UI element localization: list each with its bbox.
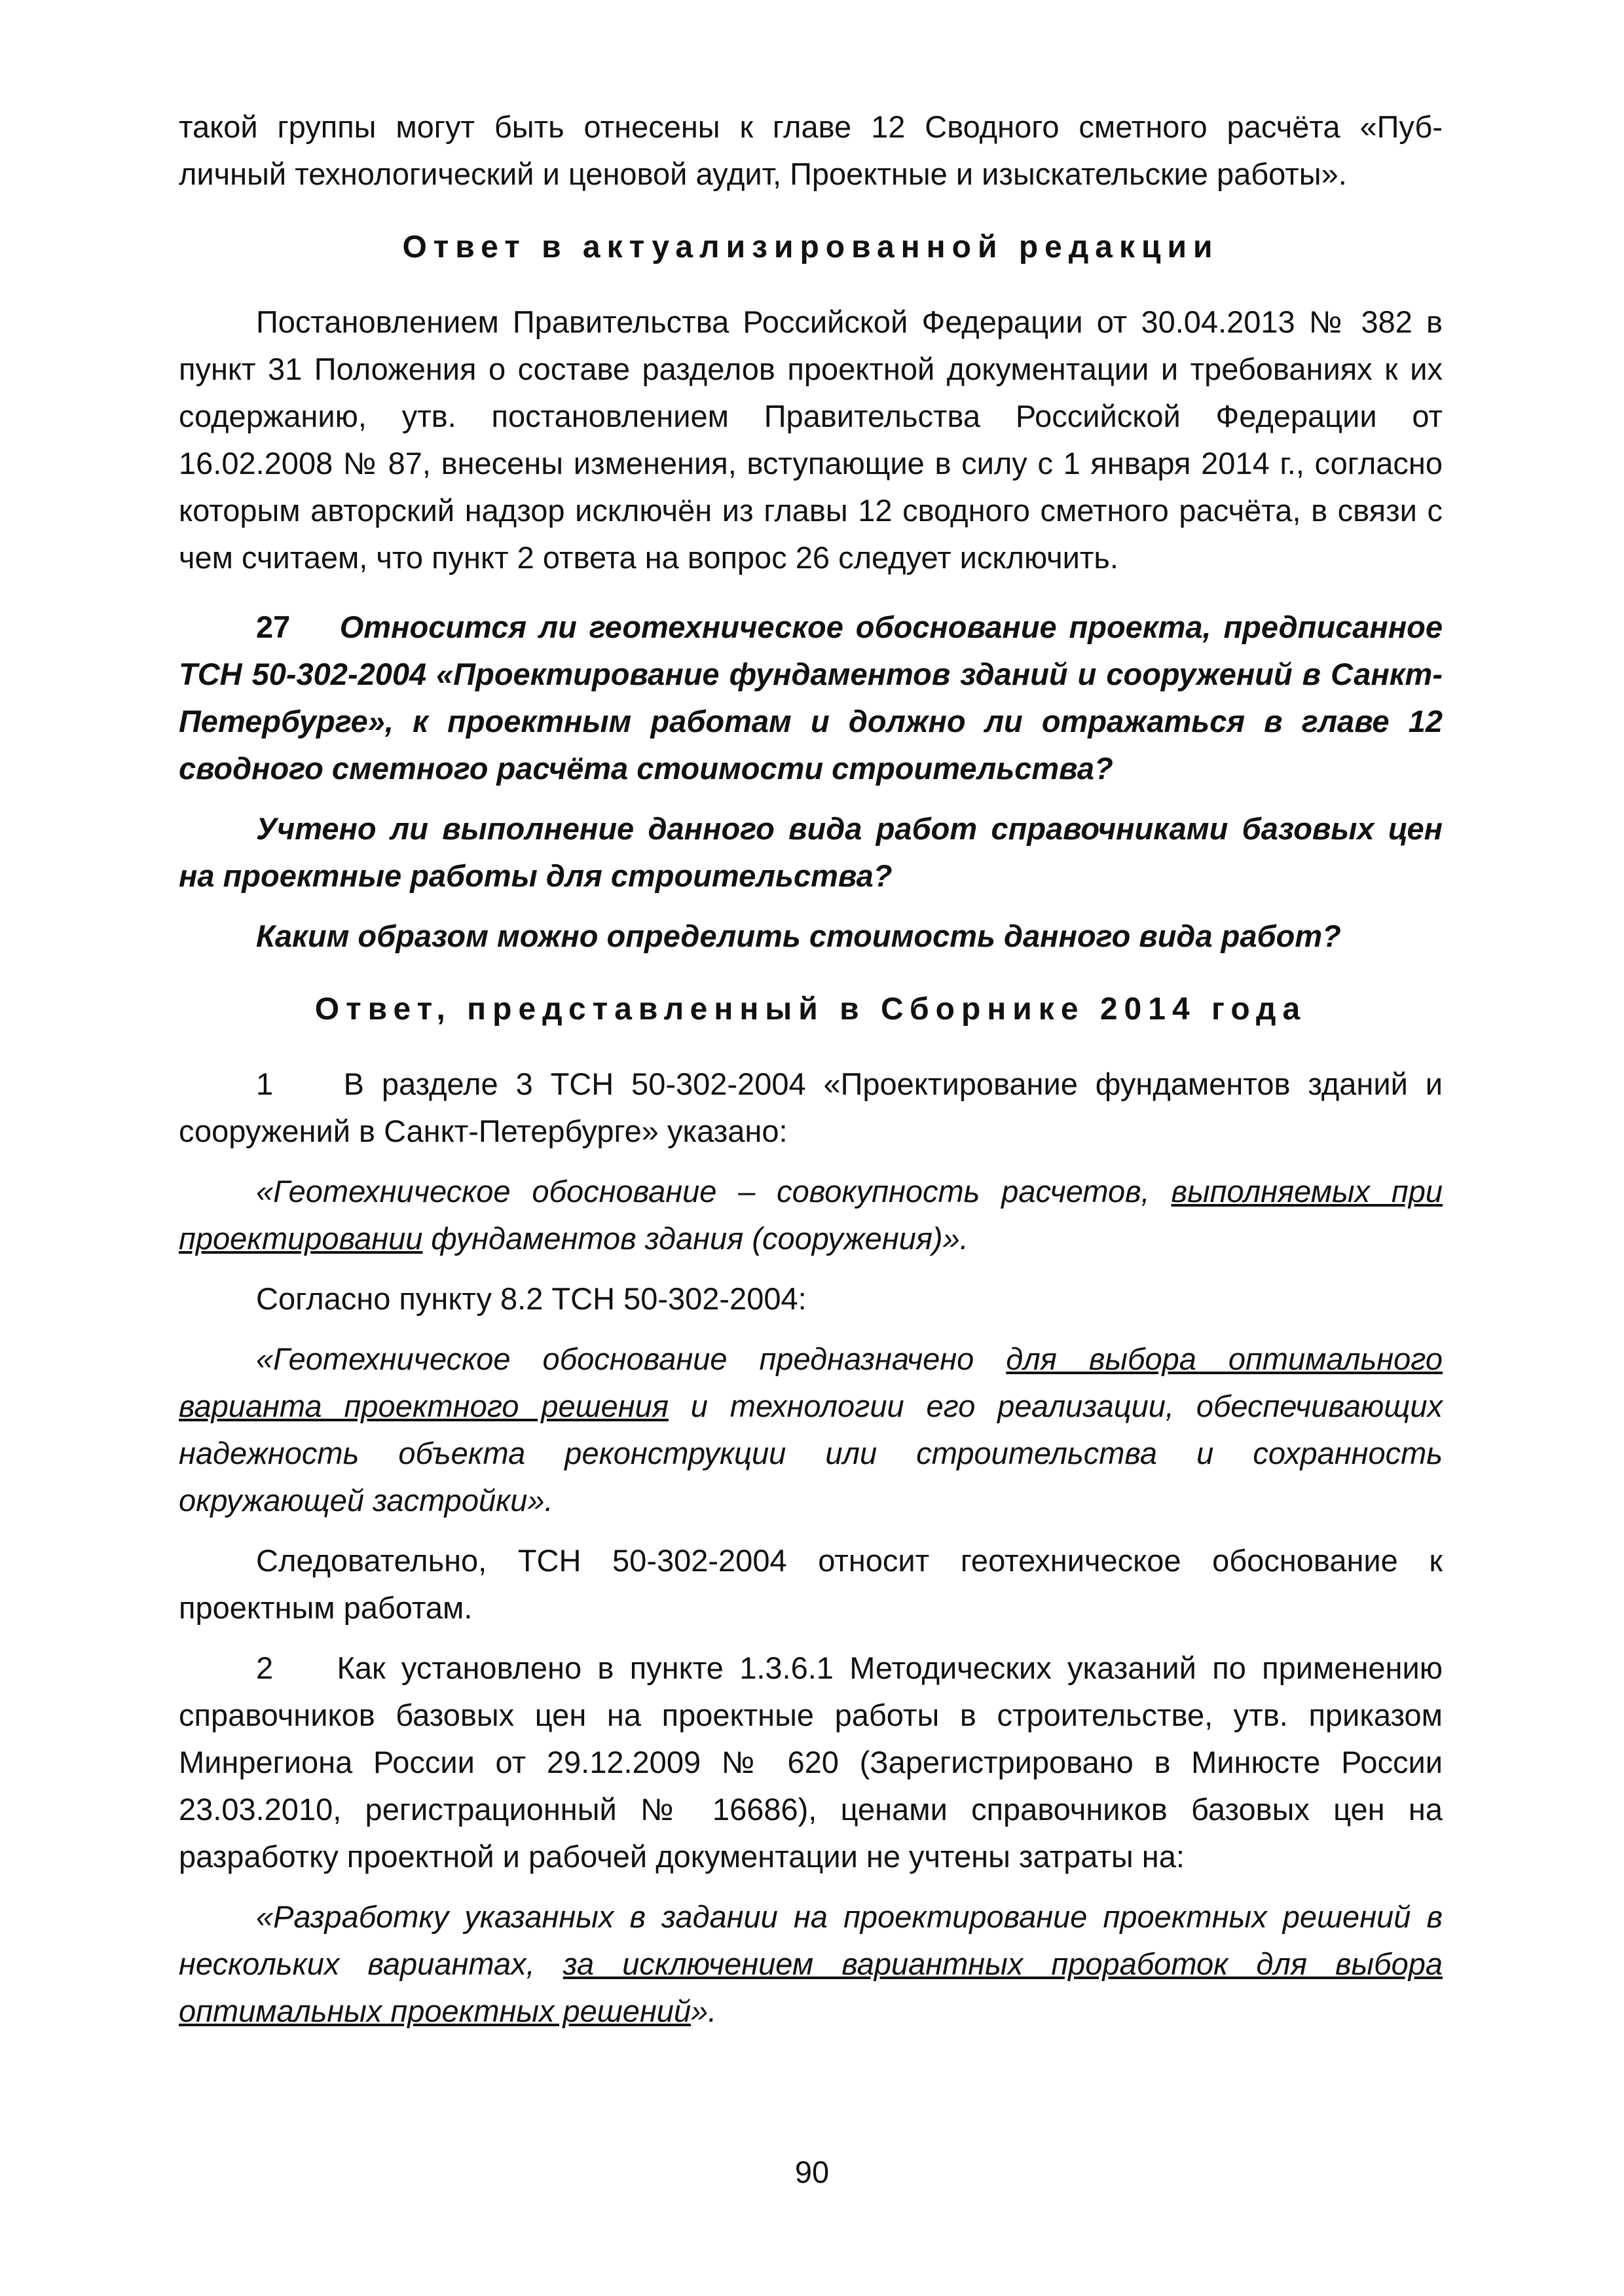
actual-edition-paragraph: Постановлением Правительства Российской Федерации от 30.04.2013 № 382 в пункт 31 Положения о составе разделов проектной документации и требованиях к их содержанию, утв. постановлением Правительства Российской Федерации от 16.02.2008 № 87, внесены изменения, вступающие в силу с 1 января 2014 г., согласно которым авторский надзор исключён из главы 12 сводного сметного расчёта, в связи с чем считаем, что пункт 2 ответа на вопрос 26 следует исключить. — [179, 304, 1443, 575]
question-27 — [179, 604, 1443, 792]
answer-item-2-text: Как установлено в пункте 1.3.6.1 Методических указаний по применению справочников базовых цен на проектные работы в строительстве, утв. приказом Минрегиона России от 29.12.2009 № 620 (Зарегистрировано в Минюсте России 23.03.2010, регистрационный № 16686), ценами справочников базовых цен на разработку проектной и рабочей документации не учтены затраты на: — [179, 1650, 1443, 1874]
quote-variants — [179, 1893, 1443, 2035]
quote-3-underlined: за исключением вариантных проработок для выбора оптимальных проектных решений — [179, 1946, 1443, 2028]
question-text-2: Учтено ли выполнение данного вида работ справочниками базовых цен на проектные работы для строительства? — [179, 811, 1443, 893]
answer-paragraph-2: Согласно пункту 8.2 ТСН 50-302-2004: — [256, 1281, 807, 1316]
quote-1-part-a: «Геотехническое обоснование – совокупность расчетов, — [256, 1174, 1172, 1209]
answer-paragraph-1 — [179, 1061, 1443, 1155]
intro-line-1: такой группы могут быть отнесены к главе 12 Сводного сметного расчёта «Пуб- — [179, 109, 1443, 144]
quote-geotech-definition — [179, 1168, 1443, 1262]
answer-paragraph-3: Следовательно, ТСН 50-302-2004 относит геотехническое обоснование к проектным работам. — [179, 1543, 1443, 1625]
quote-2-underlined: для выбора оптимального варианта проектного решения — [179, 1341, 1443, 1423]
quote-1-underlined: выполняемых при проектировании — [179, 1174, 1443, 1256]
question-text-1: Относится ли геотехническое обоснование проекта, предписанное ТСН 50-302-2004 «Проектирование фундаментов зданий и сооружений в Санкт-Петербурге», к проектным работам и должно ли отражаться в главе 12 сводного сметного расчёта стоимости строительства? — [179, 610, 1443, 786]
document-page — [179, 103, 1443, 2035]
answer-item-1-text: В разделе 3 ТСН 50-302-2004 «Проектирование фундаментов зданий и сооружений в Санкт-Петербурге» указано: — [179, 1066, 1443, 1148]
quote-geotech-purpose — [179, 1336, 1443, 1524]
heading-2014-answer: Ответ, представленный в Сборнике 2014 года — [314, 992, 1307, 1027]
quote-2-part-b: и технологии его реализации, обеспечивающих надежность объекта реконструкции или строительства и сохранность окружающей застройки». — [179, 1389, 1443, 1518]
answer-item-2-number: 2 — [256, 1650, 274, 1685]
answer-item-1-number: 1 — [256, 1066, 274, 1101]
page-number: 90 — [794, 2155, 830, 2189]
answer-paragraph-4 — [179, 1645, 1443, 1880]
quote-1-part-b: фундаментов здания (сооружения)». — [422, 1221, 969, 1256]
quote-2-part-a: «Геотехническое обоснование предназначено — [256, 1341, 1006, 1376]
intro-line-2: личный технологический и ценовой аудит, Проектные и изыскательские работы». — [179, 156, 1347, 191]
quote-3-part-b: ». — [691, 1994, 717, 2028]
heading-actual-edition: Ответ в актуализированной редакции — [402, 230, 1219, 264]
quote-3-part-a: «Разработку указанных в задании на проектирование проектных решений в нескольких вариантах, — [179, 1899, 1443, 1981]
question-text-3: Каким образом можно определить стоимость данного вида работ? — [256, 919, 1341, 953]
question-number: 27 — [256, 610, 291, 644]
